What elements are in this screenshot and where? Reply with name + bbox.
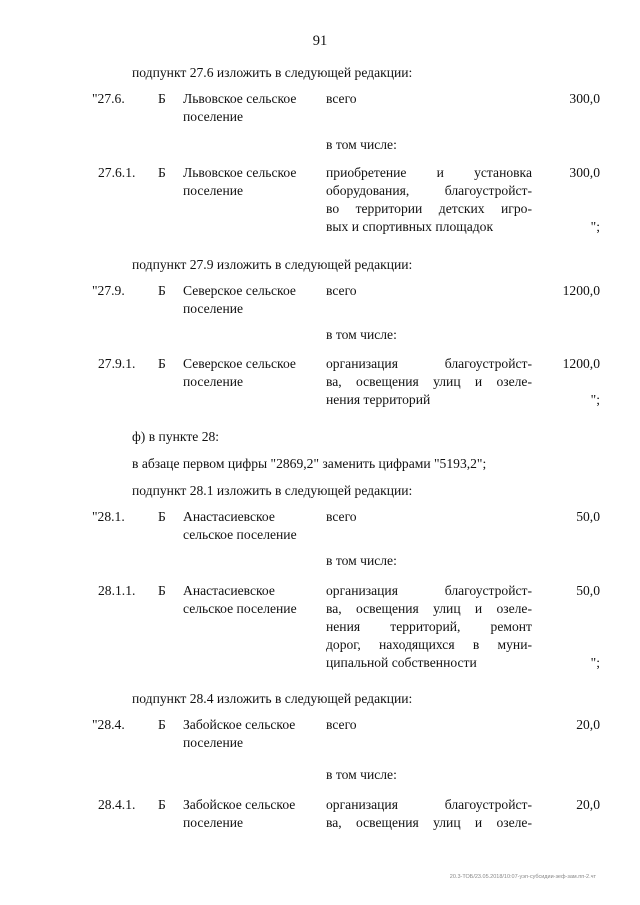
row-type: Б <box>158 509 166 524</box>
paragraph-intro-27-9: подпункт 27.9 изложить в следующей редакции: <box>132 257 413 272</box>
item-f-heading: ф) в пункте 28: <box>132 429 220 444</box>
row-type: Б <box>158 717 166 732</box>
row-name-line1: Северское сельское <box>183 283 296 298</box>
row-name-line1: Забойское сельское <box>183 717 296 732</box>
item-f-text: в абзаце первом цифры "2869,2" заменить цифрами "5193,2"; <box>132 456 487 471</box>
row-name-line2: поселение <box>183 183 244 198</box>
row-type: Б <box>158 797 166 812</box>
including-label: в том числе: <box>326 327 397 342</box>
row-type: Б <box>158 583 166 598</box>
closing-quote: "; <box>590 219 600 234</box>
row-name-line1: Забойское сельское <box>183 797 296 812</box>
closing-quote: "; <box>590 392 600 407</box>
row-name-line1: Львовское сельское <box>183 91 297 106</box>
including-label: в том числе: <box>326 137 397 152</box>
row-name-line2: сельское поселение <box>183 527 297 542</box>
row-code: "27.6. <box>92 91 125 106</box>
row-name-line1: Северское сельское <box>183 356 296 371</box>
row-desc-line: ва, освещения улиц и озеле- <box>326 374 532 389</box>
row-amount: 50,0 <box>576 583 600 598</box>
row-code: 28.1.1. <box>98 583 136 598</box>
row-code: "27.9. <box>92 283 125 298</box>
row-desc: всего <box>326 717 357 732</box>
row-name-line1: Анастасиевское <box>183 509 275 524</box>
row-name-line2: поселение <box>183 735 244 750</box>
row-desc-line: приобретение и установка <box>326 165 532 180</box>
row-type: Б <box>158 356 166 371</box>
row-desc-line: во территории детских игро- <box>326 201 532 216</box>
row-name-line1: Анастасиевское <box>183 583 275 598</box>
row-amount: 300,0 <box>569 91 600 106</box>
row-desc-line: оборудования, благоустройст- <box>326 183 532 198</box>
row-code: 27.6.1. <box>98 165 136 180</box>
row-desc: всего <box>326 283 357 298</box>
paragraph-intro-27-6: подпункт 27.6 изложить в следующей редакции: <box>132 65 413 80</box>
row-name-line2: сельское поселение <box>183 601 297 616</box>
row-amount: 300,0 <box>569 165 600 180</box>
row-amount: 1200,0 <box>562 283 600 298</box>
row-code: "28.4. <box>92 717 125 732</box>
row-name-line1: Львовское сельское <box>183 165 297 180</box>
including-label: в том числе: <box>326 767 397 782</box>
row-name-line2: поселение <box>183 815 244 830</box>
row-desc-line: ципальной собственности <box>326 655 477 670</box>
row-name-line2: поселение <box>183 109 244 124</box>
row-desc-line: ва, освещения улиц и озеле- <box>326 601 532 616</box>
row-desc-line: дорог, находящихся в муни- <box>326 637 532 652</box>
paragraph-intro-28-4: подпункт 28.4 изложить в следующей редакции: <box>132 691 413 706</box>
row-amount: 1200,0 <box>562 356 600 371</box>
paragraph-intro-28-1: подпункт 28.1 изложить в следующей редакции: <box>132 483 413 498</box>
closing-quote: "; <box>590 655 600 670</box>
row-desc-line: нения территорий <box>326 392 431 407</box>
page-number: 91 <box>312 33 328 49</box>
row-code: 27.9.1. <box>98 356 136 371</box>
row-name-line2: поселение <box>183 374 244 389</box>
row-amount: 20,0 <box>576 797 600 812</box>
row-desc-line: организация благоустройст- <box>326 356 532 371</box>
row-amount: 50,0 <box>576 509 600 524</box>
row-type: Б <box>158 91 166 106</box>
row-type: Б <box>158 165 166 180</box>
row-amount: 20,0 <box>576 717 600 732</box>
row-desc: всего <box>326 91 357 106</box>
row-code: 28.4.1. <box>98 797 136 812</box>
including-label: в том числе: <box>326 553 397 568</box>
row-desc-line: организация благоустройст- <box>326 583 532 598</box>
row-code: "28.1. <box>92 509 125 524</box>
row-desc-line: вых и спортивных площадок <box>326 219 494 234</box>
row-desc-line: организация благоустройст- <box>326 797 532 812</box>
row-desc-line: нения территорий, ремонт <box>326 619 532 634</box>
row-name-line2: поселение <box>183 301 244 316</box>
row-desc: всего <box>326 509 357 524</box>
row-type: Б <box>158 283 166 298</box>
row-desc-line: ва, освещения улиц и озеле- <box>326 815 532 830</box>
footer-file-reference: 20.3-ТОБ/23.05.2018/10:07-уэп-субсидии-зеф-зам.пп-2.чт <box>449 874 596 880</box>
